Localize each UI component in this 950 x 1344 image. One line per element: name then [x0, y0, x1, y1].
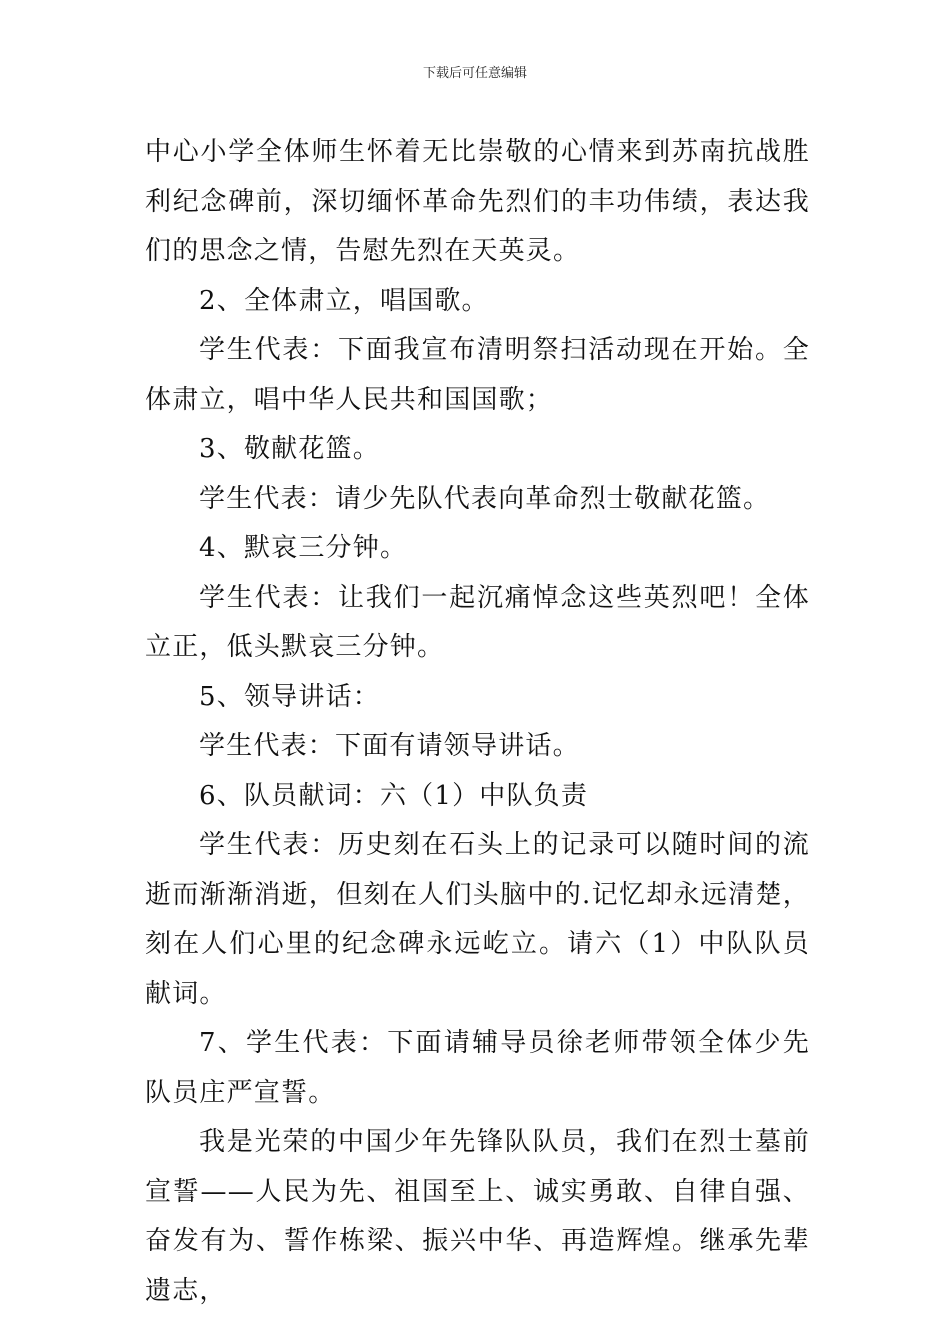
paragraph-silence-announcement: 学生代表：让我们一起沉痛悼念这些英烈吧！全体立正，低头默哀三分钟。 [145, 582, 810, 662]
paragraph-item-6: 6、队员献词：六（1）中队负责 [199, 780, 589, 811]
paragraph-item-2: 2、全体肃立，唱国歌。 [199, 285, 489, 316]
paragraph-item-5: 5、领导讲话： [199, 681, 380, 712]
document-body [145, 128, 810, 1316]
paragraph-speech-announcement: 学生代表：下面有请领导讲话。 [199, 731, 580, 761]
paragraph-item-7: 7、学生代表：下面请辅导员徐老师带领全体少先队员庄严宣誓。 [145, 1028, 810, 1108]
paragraph-item-3: 3、敬献花篮。 [199, 434, 380, 464]
paragraph-item-4: 4、默哀三分钟。 [199, 533, 408, 563]
page-header: 下载后可任意编辑 [422, 66, 527, 81]
paragraph-flower-announcement: 学生代表：请少先队代表向革命烈士敬献花篮。 [199, 483, 771, 514]
paragraph-intro: 中心小学全体师生怀着无比崇敬的心情来到苏南抗战胜利纪念碑前，深切缅怀革命先烈们的丰功伟绩，表达我们的思念之情，告慰先烈在天英灵。 [145, 137, 810, 266]
paragraph-anthem-announcement: 学生代表：下面我宣布清明祭扫活动现在开始。全体肃立，唱中华人民共和国国歌； [145, 335, 810, 415]
paragraph-oath: 我是光荣的中国少年先锋队队员，我们在烈士墓前宣誓——人民为先、祖国至上、诚实勇敢、自律自强、奋发有为、誓作栋梁、振兴中华、再造辉煌。继承先辈遗志， [145, 1127, 810, 1306]
paragraph-dedication-announcement: 学生代表：历史刻在石头上的记录可以随时间的流逝而渐渐消逝，但刻在人们头脑中的.记忆却永远清楚，刻在人们心里的纪念碑永远屹立。请六（1）中队队员献词。 [145, 830, 810, 1009]
